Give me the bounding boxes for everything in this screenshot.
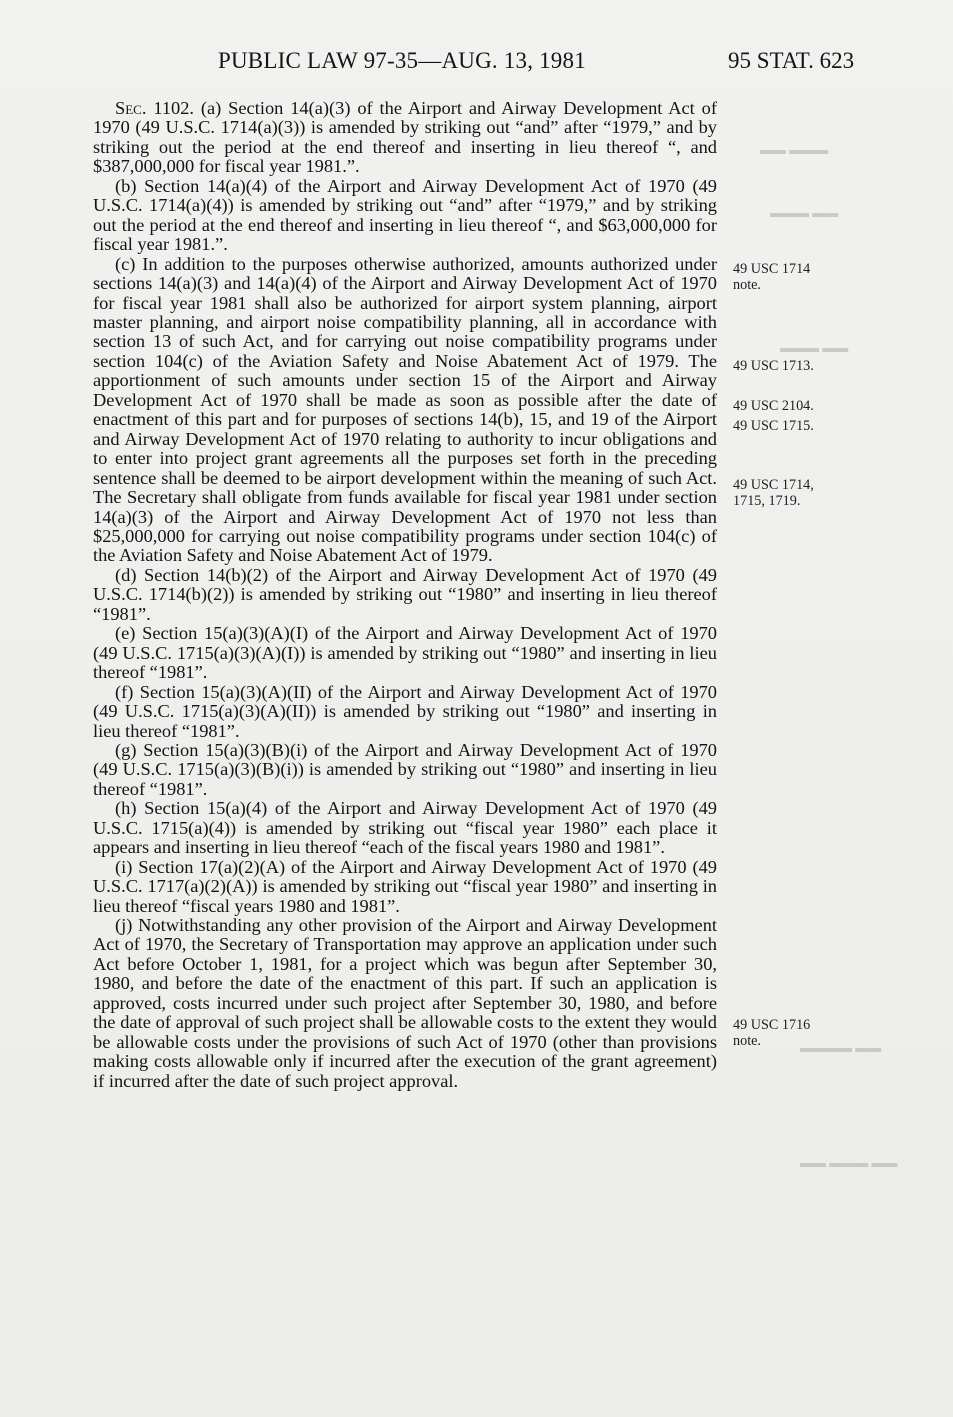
show-through-artifact: ▬▬ ▬▬▬ <box>780 340 849 355</box>
paragraph-i: (i) Section 17(a)(2)(A) of the Airport and Airway Development Act of 1970 (49 U.S.C. 1717(a)(2)(A)) is amended by striking out “fiscal year 1980” and inserting in lieu thereof “fiscal years 1980 and 1981”. <box>93 856 717 916</box>
paragraph-g: (g) Section 15(a)(3)(B)(i) of the Airport and Airway Development Act of 1970 (49 U.S.C. 1715(a)(3)(B)(i)) is amended by striking out “1980” and inserting in lieu thereof “1981”. <box>93 739 717 799</box>
show-through-artifact: ▬▬ ▬▬▬ <box>770 205 839 220</box>
margin-note-1713: 49 USC 1713. <box>733 358 814 374</box>
page-header <box>0 48 953 84</box>
running-head-title: PUBLIC LAW 97-35—AUG. 13, 1981 <box>218 48 586 73</box>
margin-note-1714-note: 49 USC 1714 note. <box>733 261 811 293</box>
paragraph-b: (b) Section 14(a)(4) of the Airport and Airway Development Act of 1970 (49 U.S.C. 1714(a)(4)) is amended by striking out “and” after “1979,” and by striking out the period at the end thereof and inserting in lieu thereof “, and $63,000,000 for fiscal year 1981.”. <box>93 175 717 255</box>
paragraph-c: (c) In addition to the purposes otherwise authorized, amounts authorized under sections 14(a)(3) and 14(a)(4) of the Airport and Airway Development Act of 1970 for fiscal year 1981 shall also be authorized for airport system planning, airport master planning, and airport noise compatibility planning, all in accordance with section 13 of such Act, and for carrying out noise compatibility programs under section 104(c) of the Aviation Safety and Noise Abatement Act of 1979. The apportionment of such amounts under section 15 of the Airport and Airway Development Act of 1970 shall be made as soon as possible after the date of enactment of this part and for purposes of sections 14(b), 15, and 19 of the Airport and Airway Development Act of 1970 relating to authority to incur obligations and to enter into project grant agreements all the purposes set forth in the preceding sentence shall be deemed to be airport development within the meaning of such Act. The Secretary shall obligate from funds available for fiscal year 1981 under section 14(a)(3) of the Airport and Airway Development Act of 1970 not less than $25,000,000 for carrying out noise compatibility programs under section 104(c) of the Aviation Safety and Noise Abatement Act of 1979. <box>93 253 717 566</box>
margin-note-1714-1715-1719: 49 USC 1714, 1715, 1719. <box>733 477 814 509</box>
paragraph-e: (e) Section 15(a)(3)(A)(I) of the Airport and Airway Development Act of 1970 (49 U.S.C. 1715(a)(3)(A)(I)) is amended by striking out “1980” and inserting in lieu thereof “1981”. <box>93 623 717 683</box>
paragraph-j: (j) Notwithstanding any other provision of the Airport and Airway Development Act of 1970, the Secretary of Transportation may approve an application under such Act before October 1, 1981, for a project which was begun after September 30, 1980, and before the date of the enactment of this part. If such an application is approved, costs incurred under such project after September 30, 1980, and before the date of approval of such project shall be allowable costs to the extent they would be allowable costs under the provisions of such Act of 1970 (other than provisions making costs allowable only if incurred after the execution of the grant agreement) if incurred after the date of such project approval. <box>93 915 717 1091</box>
paragraph-a <box>93 99 717 177</box>
show-through-artifact: ▬▬▬ ▬▬ <box>760 142 829 157</box>
paragraph-f: (f) Section 15(a)(3)(A)(II) of the Airport and Airway Development Act of 1970 (49 U.S.C. 1715(a)(3)(A)(II)) is amended by striking out “1980” and inserting in lieu thereof “1981”. <box>93 681 717 741</box>
paragraph-d: (d) Section 14(b)(2) of the Airport and Airway Development Act of 1970 (49 U.S.C. 1714(b)(2)) is amended by striking out “1980” and inserting in lieu thereof “1981”. <box>93 564 717 624</box>
section-label: Sec. <box>115 98 147 118</box>
margin-note-1716-note: 49 USC 1716 note. <box>733 1017 811 1049</box>
show-through-artifact: ▬▬ ▬▬▬ ▬▬ <box>800 1155 898 1170</box>
show-through-artifact: ▬▬ ▬▬▬▬ <box>800 1040 882 1055</box>
margin-note-2104: 49 USC 2104. <box>733 398 814 414</box>
margin-note-1715: 49 USC 1715. <box>733 418 814 434</box>
paragraph-a-text: 1102. (a) Section 14(a)(3) of the Airport and Airway Development Act of 1970 (49 U.S.C. 1714(a)(3)) is amended by striking out “and” after “1979,” and by striking out the period at the end thereof and inserting in lieu thereof “, and $387,000,000 for fiscal year 1981.”. <box>93 98 717 177</box>
paragraph-h: (h) Section 15(a)(4) of the Airport and Airway Development Act of 1970 (49 U.S.C. 1715(a)(4)) is amended by striking out “fiscal year 1980” each place it appears and inserting in lieu thereof “each of the fiscal years 1980 and 1981”. <box>93 798 717 858</box>
statute-page-number: 95 STAT. 623 <box>728 48 855 73</box>
section-body <box>93 99 717 1091</box>
